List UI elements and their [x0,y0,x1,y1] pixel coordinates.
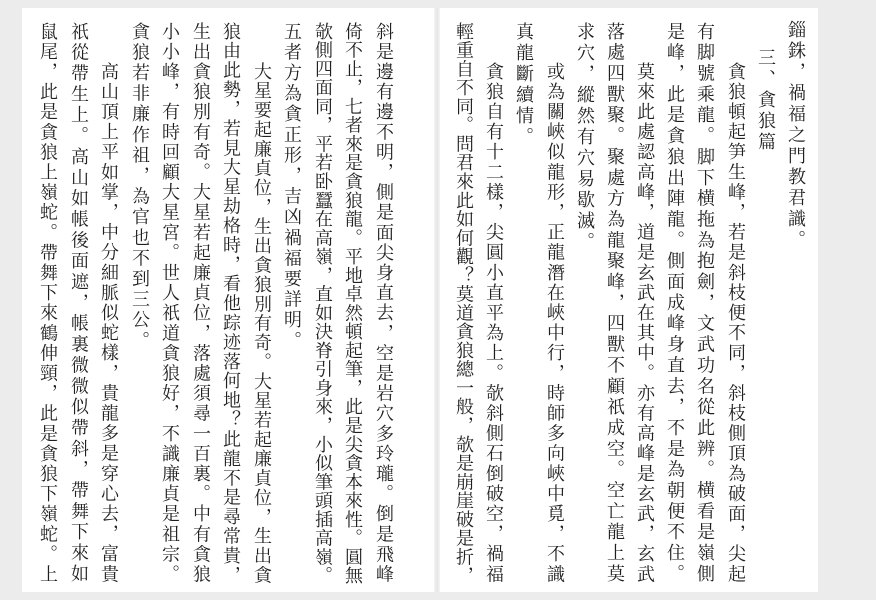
text-column: 求穴，縱然有穴易歇滅。 [574,22,595,253]
text-column: 錙銖，禍福之門教君識。 [785,20,806,251]
left-page [22,8,434,592]
section-heading: 三、貪狼篇 [755,48,776,153]
right-page [440,8,818,592]
text-column: 小小峰，有時回顧大星宮。世人祇道貪狼好，不識廉貞是祖宗。 [159,22,180,585]
text-column: 高山頂上平如掌，中分細脈似蛇樣，貴龍多是穿心去，富貴 [98,62,119,585]
text-column: 生出貪狼別有奇。大星若起廉貞位，落處須尋一百裏。中有貪狼 [190,22,211,585]
text-column: 有脚號乘龍。脚下横拖為抱劍，文武功名從此辨。横看是嶺側 [694,22,715,585]
text-column: 或為關峽似龍形，正龍潛在峽中行，時師多向峽中覓，不識 [544,62,565,585]
text-column: 狼由此勢，若見大星劫格時，看他踪迹落何地？此龍不是尋常貴， [220,22,241,585]
text-column: 莫來此處認高峰，道是玄武在其中。亦有高峰是玄武，玄武 [634,62,655,585]
text-column: 祇從帶生上。高山如帳後面遮，帳裏微微似帶斜，帶舞下來如 [68,22,89,585]
text-column: 貪狼頓起笋生峰，若是斜枝便不同，斜枝側頂為破面，尖起 [725,62,746,585]
text-column: 大星要起廉貞位，生出貪狼別有奇。大星若起廉貞位，生出貪 [251,62,272,585]
text-column: 落處四獸聚。聚處方為龍聚峰，四獸不顧祇成空。空亡龍上莫 [604,22,625,585]
text-column: 鼠尾，此是貪狼上嶺蛇。帶舞下來鶴伸頸，此是貪狼下嶺蛇。上 [37,22,58,585]
text-column: 貪狼自有十二樣，尖圓小直平為上。欹斜側石倒破空，禍福 [483,62,504,585]
text-column: 斜是邊有邊不明，側是面尖身直去，空是岩穴多玲瓏。倒是飛峰 [373,22,394,585]
text-column: 倚不止，七者來是貪狼龍。平地卓然頓起筆，此是尖貪本來性。圓無 [342,22,363,586]
text-column: 真龍斷續情。 [513,22,534,148]
text-column: 五者方為貪正形，吉凶禍福要詳明。 [281,22,302,352]
text-column: 輕重自不同。問君來此如何觀？莫道貪狼總一般，欹是崩崖破是折， [453,22,474,586]
text-column: 是峰，此是貪狼出陣龍。側面成峰身直去，不是為朝便不住。 [664,22,685,585]
text-column: 貪狼若非廉作祖，為官也不到三公。 [129,22,150,352]
text-column: 欹側四面同，平若卧蠶在高嶺，直如決脊引身來，小似筆頭插高嶺。 [312,22,333,586]
